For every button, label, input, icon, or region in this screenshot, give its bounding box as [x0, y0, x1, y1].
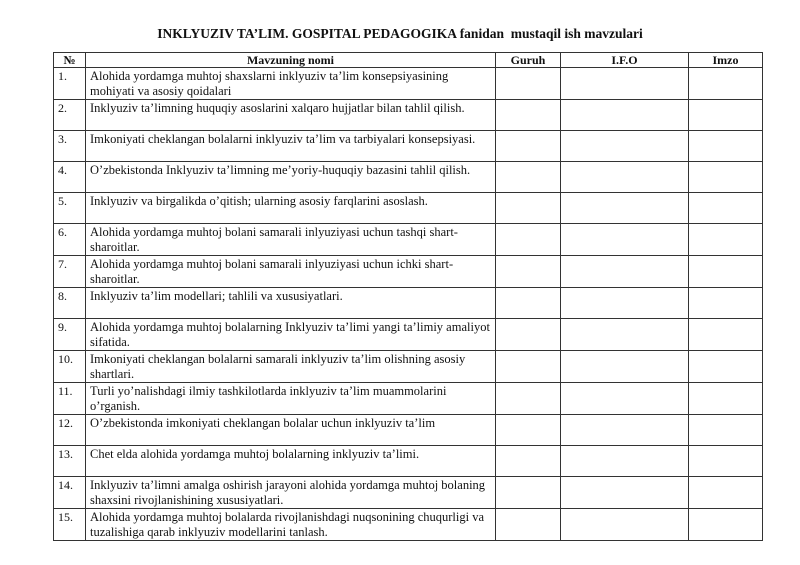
- table-row: [54, 509, 763, 541]
- table-row: [54, 288, 763, 319]
- row-topic: Inklyuziv va birgalikda o’qitish; ularning asosiy farqlarini asoslash.: [86, 193, 496, 224]
- row-topic: Imkoniyati cheklangan bolalarni samarali inklyuziv ta’lim olishning asosiy shartlari.: [86, 351, 496, 383]
- row-number: 3.: [54, 131, 86, 162]
- row-group-cell[interactable]: [496, 131, 561, 162]
- row-topic: Inklyuziv ta’limni amalga oshirish jarayoni alohida yordamga muhtoj bolaning shaxsini rivojlanishining xususiyatlari.: [86, 477, 496, 509]
- row-name-cell[interactable]: [561, 477, 689, 509]
- row-number: 1.: [54, 68, 86, 100]
- row-group-cell[interactable]: [496, 193, 561, 224]
- row-group-cell[interactable]: [496, 224, 561, 256]
- table-row: [54, 256, 763, 288]
- table-row: [54, 446, 763, 477]
- row-signature-cell[interactable]: [689, 477, 763, 509]
- row-topic: Turli yo’nalishdagi ilmiy tashkilotlarda inklyuziv ta’lim muammolarini o’rganish.: [86, 383, 496, 415]
- row-name-cell[interactable]: [561, 351, 689, 383]
- table-row: [54, 100, 763, 131]
- row-number: 13.: [54, 446, 86, 477]
- row-name-cell[interactable]: [561, 288, 689, 319]
- row-number: 8.: [54, 288, 86, 319]
- row-signature-cell[interactable]: [689, 224, 763, 256]
- table-row: [54, 383, 763, 415]
- row-name-cell[interactable]: [561, 193, 689, 224]
- row-number: 4.: [54, 162, 86, 193]
- row-topic: Alohida yordamga muhtoj bolalarning Inklyuziv ta’limi yangi ta’limiy amaliyot sifatida.: [86, 319, 496, 351]
- row-topic: Chet elda alohida yordamga muhtoj bolalarning inklyuziv ta’limi.: [86, 446, 496, 477]
- row-group-cell[interactable]: [496, 415, 561, 446]
- table-row: [54, 224, 763, 256]
- row-group-cell[interactable]: [496, 100, 561, 131]
- header-signature: Imzo: [689, 53, 763, 68]
- row-group-cell[interactable]: [496, 68, 561, 100]
- table-row: [54, 477, 763, 509]
- row-name-cell[interactable]: [561, 383, 689, 415]
- table-row: [54, 351, 763, 383]
- row-number: 12.: [54, 415, 86, 446]
- row-number: 5.: [54, 193, 86, 224]
- row-topic: Alohida yordamga muhtoj shaxslarni inklyuziv ta’lim konsepsiyasining mohiyati va asosiy qoidalari: [86, 68, 496, 100]
- table-row: [54, 319, 763, 351]
- row-number: 15.: [54, 509, 86, 541]
- row-name-cell[interactable]: [561, 224, 689, 256]
- table-row: [54, 415, 763, 446]
- row-signature-cell[interactable]: [689, 446, 763, 477]
- row-topic: O’zbekistonda Inklyuziv ta’limning me’yoriy-huquqiy bazasini tahlil qilish.: [86, 162, 496, 193]
- row-topic: Inklyuziv ta’limning huquqiy asoslarini xalqaro hujjatlar bilan tahlil qilish.: [86, 100, 496, 131]
- row-signature-cell[interactable]: [689, 131, 763, 162]
- table-row: [54, 162, 763, 193]
- row-number: 2.: [54, 100, 86, 131]
- row-topic: O’zbekistonda imkoniyati cheklangan bolalar uchun inklyuziv ta’lim: [86, 415, 496, 446]
- row-name-cell[interactable]: [561, 256, 689, 288]
- row-signature-cell[interactable]: [689, 415, 763, 446]
- row-number: 7.: [54, 256, 86, 288]
- row-group-cell[interactable]: [496, 256, 561, 288]
- row-number: 10.: [54, 351, 86, 383]
- row-topic: Alohida yordamga muhtoj bolalarda rivojlanishdagi nuqsonining chuqurligi va tuzalishiga qarab inklyuziv modellarini tanlash.: [86, 509, 496, 541]
- row-group-cell[interactable]: [496, 162, 561, 193]
- row-group-cell[interactable]: [496, 383, 561, 415]
- row-name-cell[interactable]: [561, 319, 689, 351]
- document-title: INKLYUZIV TA’LIM. GOSPITAL PEDAGOGIKA fanidan mustaqil ish mavzulari: [157, 26, 643, 41]
- row-topic: Inklyuziv ta’lim modellari; tahlili va xususiyatlari.: [86, 288, 496, 319]
- header-name: I.F.O: [561, 53, 689, 68]
- table-row: [54, 131, 763, 162]
- row-name-cell[interactable]: [561, 131, 689, 162]
- row-signature-cell[interactable]: [689, 68, 763, 100]
- topics-table: [53, 52, 763, 541]
- row-signature-cell[interactable]: [689, 100, 763, 131]
- row-signature-cell[interactable]: [689, 319, 763, 351]
- row-number: 14.: [54, 477, 86, 509]
- row-group-cell[interactable]: [496, 509, 561, 541]
- row-group-cell[interactable]: [496, 351, 561, 383]
- row-group-cell[interactable]: [496, 477, 561, 509]
- row-signature-cell[interactable]: [689, 288, 763, 319]
- row-group-cell[interactable]: [496, 319, 561, 351]
- row-name-cell[interactable]: [561, 68, 689, 100]
- row-signature-cell[interactable]: [689, 193, 763, 224]
- row-number: 9.: [54, 319, 86, 351]
- row-signature-cell[interactable]: [689, 256, 763, 288]
- header-topic: Mavzuning nomi: [86, 53, 496, 68]
- row-group-cell[interactable]: [496, 446, 561, 477]
- row-name-cell[interactable]: [561, 415, 689, 446]
- row-topic: Alohida yordamga muhtoj bolani samarali inlyuziyasi uchun tashqi shart-sharoitlar.: [86, 224, 496, 256]
- table-row: [54, 68, 763, 100]
- row-signature-cell[interactable]: [689, 383, 763, 415]
- table-header-row: [54, 53, 763, 68]
- row-number: 11.: [54, 383, 86, 415]
- row-name-cell[interactable]: [561, 100, 689, 131]
- row-signature-cell[interactable]: [689, 509, 763, 541]
- row-group-cell[interactable]: [496, 288, 561, 319]
- row-topic: Imkoniyati cheklangan bolalarni inklyuziv ta’lim va tarbiyalari konsepsiyasi.: [86, 131, 496, 162]
- header-number: №: [54, 53, 86, 68]
- row-signature-cell[interactable]: [689, 162, 763, 193]
- row-topic: Alohida yordamga muhtoj bolani samarali inlyuziyasi uchun ichki shart-sharoitlar.: [86, 256, 496, 288]
- row-name-cell[interactable]: [561, 509, 689, 541]
- row-number: 6.: [54, 224, 86, 256]
- row-signature-cell[interactable]: [689, 351, 763, 383]
- row-name-cell[interactable]: [561, 446, 689, 477]
- table-row: [54, 193, 763, 224]
- row-name-cell[interactable]: [561, 162, 689, 193]
- header-group: Guruh: [496, 53, 561, 68]
